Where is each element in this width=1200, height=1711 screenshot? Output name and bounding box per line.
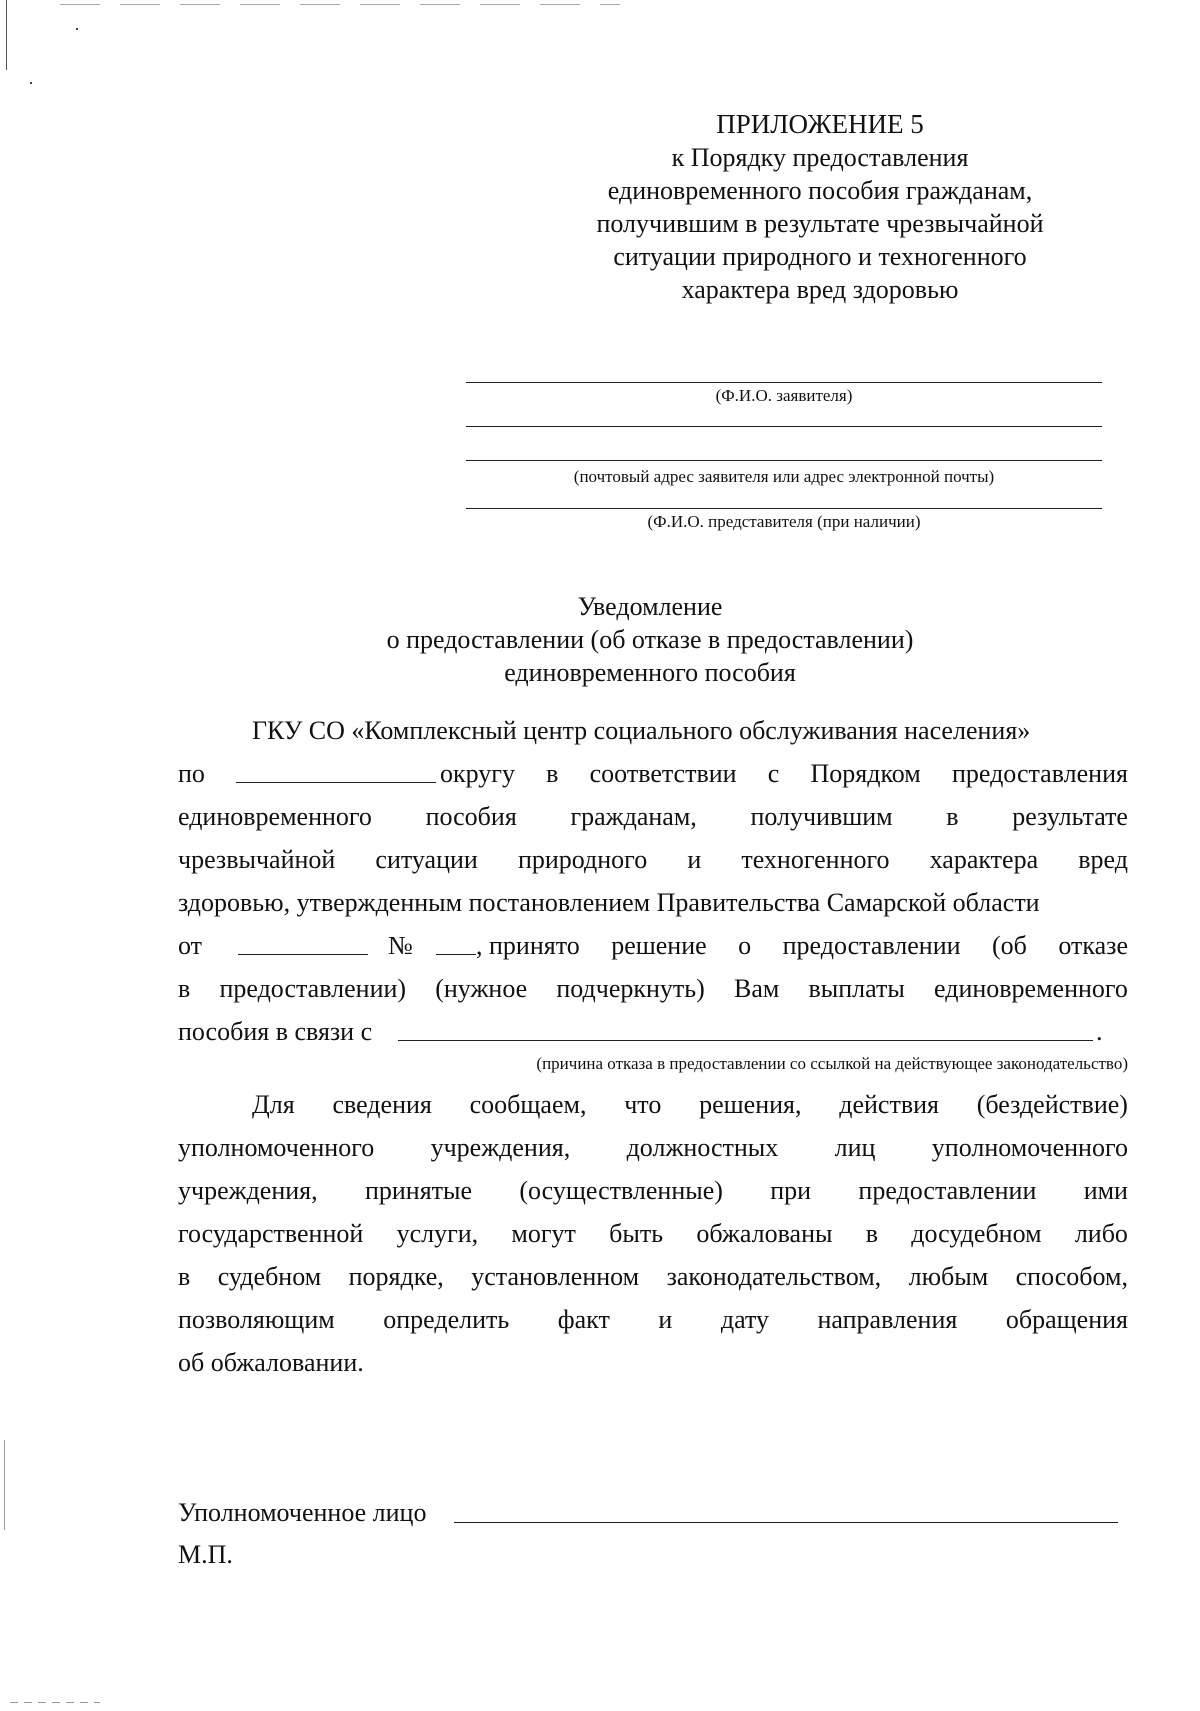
word: определить [383,1305,510,1334]
word: учреждения, [430,1133,571,1162]
paragraph-line [178,1169,1128,1212]
word: ими [1083,1176,1128,1205]
notice-title-line: единовременного пособия [504,658,796,687]
scan-speck [76,28,78,30]
appendix-title: ПРИЛОЖЕНИЕ 5 [716,109,924,139]
word: либо [1074,1219,1128,1248]
notice-title-line: о предоставлении (об отказе в предоставлении) [386,625,914,654]
paragraph-text: по [178,759,205,788]
word: действия [839,1090,939,1119]
paragraph-line [178,1341,1128,1384]
word: уполномоченного [931,1133,1128,1162]
word: гражданам, [570,802,697,831]
word: единовременного [178,802,372,831]
appendix-line: характера вред здоровью [681,275,959,304]
paragraph-line [178,881,1128,924]
applicant-fields [466,382,1102,533]
number-sign: № [388,931,413,960]
word: характера [929,845,1039,874]
word: сведения [332,1090,432,1119]
number-blank[interactable] [436,928,476,955]
word: быть [609,1219,664,1248]
word: в [865,1219,878,1248]
word: принятые [364,1176,473,1205]
word: техногенного [741,845,890,874]
reason-blank[interactable] [398,1014,1093,1041]
word: судебном [217,1262,322,1291]
word: учреждения, [178,1176,318,1205]
scan-edge-mark [10,1702,100,1703]
authorized-person-label: Уполномоченное лицо [178,1498,427,1527]
word: и [687,845,702,874]
word: обращения [1005,1305,1128,1334]
word: государственной [178,1219,364,1248]
reason-caption: (причина отказа в предоставлении со ссылкой на действующее законодательство) [536,1054,1128,1073]
stamp-label: М.П. [178,1540,233,1569]
authorized-person-signature-line[interactable] [454,1496,1118,1523]
word: пособия [425,802,517,831]
word: могут [511,1219,576,1248]
appendix-line: единовременного пособия гражданам, [607,176,1033,205]
word: вред [1078,845,1128,874]
paragraph-text: . [1096,1017,1103,1046]
word: дату [720,1305,769,1334]
word: и [658,1305,673,1334]
word: Для [252,1090,295,1119]
paragraph-line [178,1212,1128,1255]
paragraph-text: об обжаловании. [178,1348,364,1377]
notice-title-line: Уведомление [577,592,723,621]
word: предоставлении [858,1176,1037,1205]
word: позволяющим [178,1305,335,1334]
applicant-address-line-2[interactable] [466,460,1102,461]
district-blank[interactable] [236,756,436,783]
paragraph-line [178,795,1128,838]
signature-block [178,1492,1128,1576]
word: природного [517,845,648,874]
paragraph-text: от [178,931,203,960]
word: при [770,1176,812,1205]
word: решения, [699,1090,802,1119]
word: порядке, [348,1262,444,1291]
scan-speck [30,82,32,84]
paragraph-line [178,924,1128,967]
appendix-line: получившим в результате чрезвычайной [596,209,1044,238]
word: в [946,802,959,831]
applicant-name-line[interactable] [466,382,1102,383]
paragraph-line: в предоставлении) (нужное подчеркнуть) Вам выплаты единовременного [178,974,1128,1003]
word: чрезвычайной [178,845,336,874]
word: (осуществленные) [519,1176,723,1205]
paragraph-text: , принято решение о предоставлении (об отказе [476,931,1128,960]
word: результате [1012,802,1128,831]
word: сообщаем, [469,1090,587,1119]
appendix-line: ситуации природного и техногенного [613,242,1027,271]
word: (бездействие) [976,1090,1128,1119]
paragraph-line [178,1010,1128,1053]
paragraph-line [178,1255,1128,1298]
word: направления [817,1305,958,1334]
word: досудебном [911,1219,1042,1248]
applicant-address-line[interactable] [466,426,1102,427]
date-blank[interactable] [238,928,368,955]
word: любым [908,1262,989,1291]
notice-body [178,709,1128,1384]
word: установленном [471,1262,640,1291]
word: должностных [626,1133,779,1162]
authorized-person-row [178,1492,1128,1534]
representative-caption: (Ф.И.О. представителя (при наличии) [647,512,921,531]
word: законодательством, [666,1262,882,1291]
paragraph-text: пособия в связи с [178,1017,373,1046]
paragraph-text: здоровью, утвержденным постановлением Правительства Самарской области [178,888,1040,917]
word: уполномоченного [178,1133,375,1162]
paragraph-text: округу в соответствии с Порядком предоставления [440,759,1128,788]
paragraph-line [178,1083,1128,1126]
applicant-address-caption: (почтовый адрес заявителя или адрес электронной почты) [573,467,995,486]
notice-title [200,590,1100,689]
word: лиц [834,1133,876,1162]
word: обжалованы [696,1219,833,1248]
word: что [624,1090,662,1119]
paragraph-line [178,1298,1128,1341]
scan-edge-mark [4,1440,5,1530]
word: услуги, [396,1219,479,1248]
word: в [178,1262,191,1291]
applicant-name-caption: (Ф.И.О. заявителя) [715,386,853,405]
scan-edge-mark [60,4,620,5]
paragraph-text: ГКУ СО «Комплексный центр социального обслуживания населения» [252,716,1031,745]
word: получившим [750,802,893,831]
paragraph-line [178,752,1128,795]
scan-edge-mark [6,0,7,70]
reason-caption-row [178,1053,1128,1083]
appendix-line: к Порядку предоставления [671,143,969,172]
paragraph-line [178,838,1128,881]
appendix-header [560,108,1080,306]
word: способом, [1015,1262,1128,1291]
paragraph-line [178,709,1128,752]
representative-name-line[interactable] [466,508,1102,509]
word: факт [557,1305,610,1334]
word: ситуации [375,845,478,874]
paragraph-line [178,1126,1128,1169]
